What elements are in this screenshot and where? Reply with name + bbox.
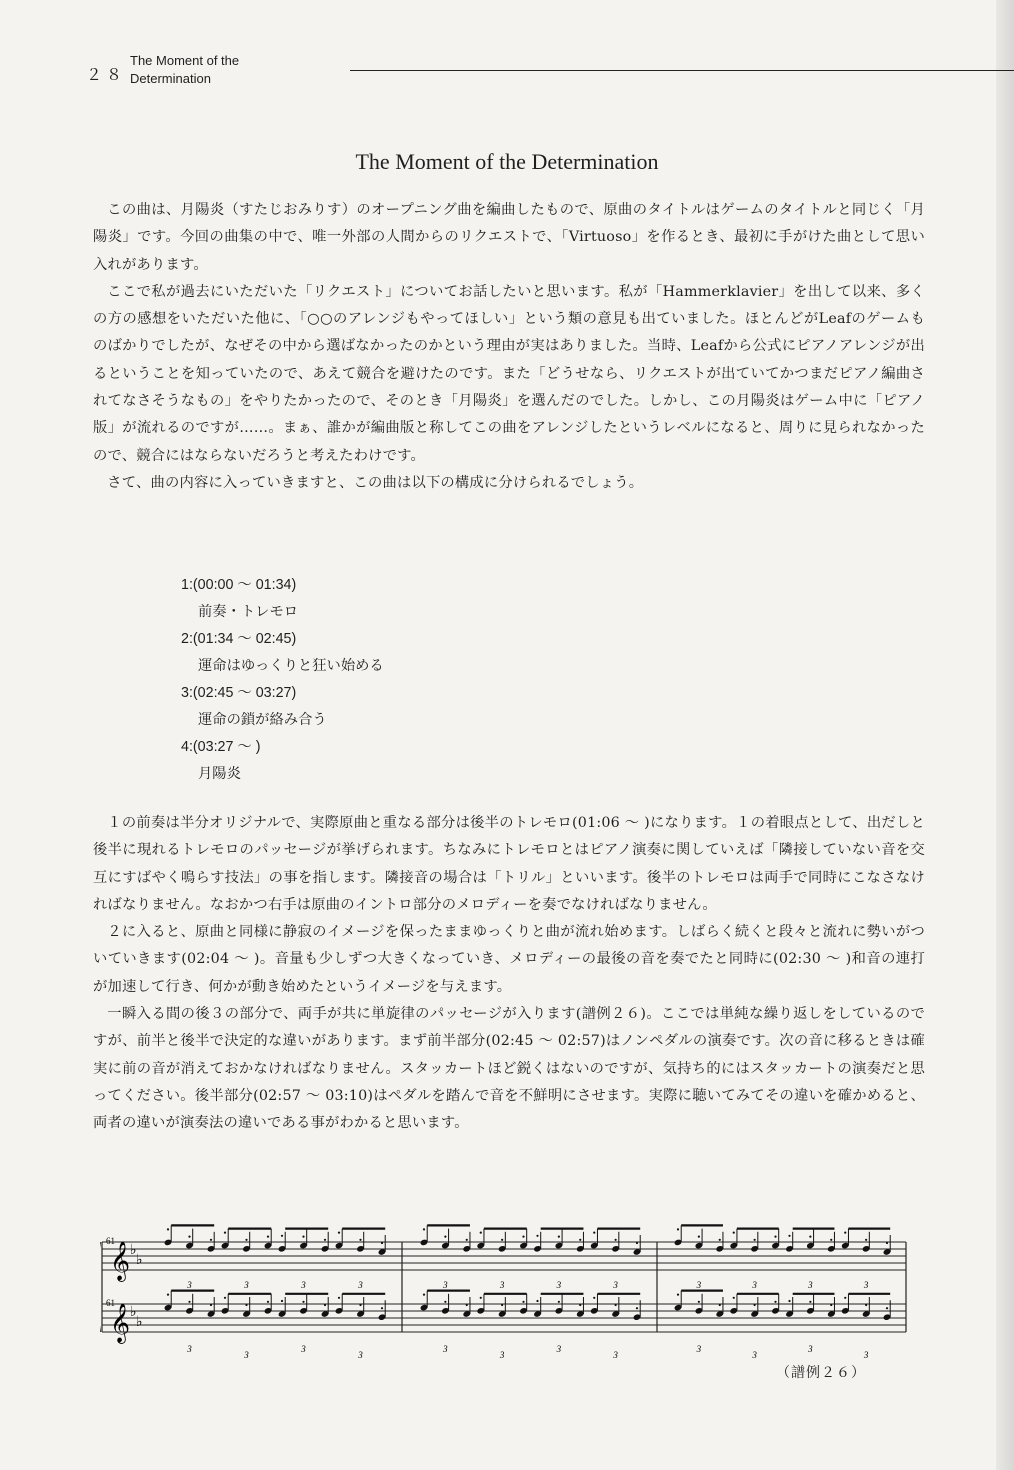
staccato-dot [809,1301,811,1303]
section-desc: 月陽炎 [198,766,241,782]
staccato-dot [188,1236,190,1238]
staccato-dot [359,1304,361,1306]
staccato-dot [522,1301,524,1303]
staccato-dot [698,1236,700,1238]
staccato-dot [719,1239,721,1241]
staccato-dot [466,1239,468,1241]
clef: 𝄞 [110,1241,131,1281]
key-signature-flat: ♭ [130,1304,137,1320]
staccato-dot [324,1239,326,1241]
staccato-dot [302,1301,304,1303]
triplet-mark: 3 [244,1280,249,1290]
staccato-dot [615,1239,617,1241]
section-desc: 運命はゆっくりと狂い始める [198,658,384,674]
staccato-dot [536,1235,538,1237]
staccato-dot [593,1297,595,1299]
triplet-mark: 3 [301,1344,306,1354]
staccato-dot [844,1232,846,1234]
measure-number-treble: 61 [106,1236,115,1246]
staccato-dot [167,1228,169,1230]
staccato-dot [245,1239,247,1241]
measure-number-bass: 61 [106,1298,115,1308]
triplet-mark: 3 [613,1350,618,1358]
section-time: 3:(02:45 ～ 03:27) [181,685,297,701]
running-title [130,52,239,88]
score-example [100,1218,910,1358]
header-rule [350,70,1014,71]
staccato-dot [788,1235,790,1237]
section-time: 1:(00:00 ～ 01:34) [181,577,297,593]
triplet-mark: 3 [443,1280,448,1290]
staccato-dot [359,1239,361,1241]
staccato-dot [593,1232,595,1234]
staccato-dot [886,1242,888,1244]
staccato-dot [245,1304,247,1306]
section-item [181,734,481,788]
staccato-dot [774,1301,776,1303]
page-number: ２８ [86,67,127,84]
staccato-dot [754,1304,756,1306]
paragraph-part3: 一瞬入る間の後３の部分で、両手が共に単旋律のパッセージが入ります(譜例２６)。ここでは単純な繰り返しをしているのですが、前半と後半で決定的な違いがあります。まず前半部分(02:45 ～ 02:57)はノンペダルの演奏です。次の音に移るときは確実に前の音が消えておかなければなりません。スタッカートほど鋭くはないのですが、気持ち的にはスタッカートの演奏だと思ってください。後半部分(02:57 ～ 03:10)はペダルを踏んで音を不鮮明にさせます。実際に聴いてみてその違いを確かめると、両者の違いが演奏法の違いである事がわかると思います。 [93,1006,925,1132]
chapter-title: The Moment of the Determination [355,148,659,174]
key-signature-flat: ♭ [136,1314,143,1330]
staccato-dot [210,1239,212,1241]
section-time: 2:(01:34 ～ 02:45) [181,631,297,647]
staccato-dot [636,1242,638,1244]
staccato-dot [579,1304,581,1306]
staccato-dot [886,1307,888,1309]
paragraph-prelude: １の前奏は半分オリジナルで、実際原曲と重なる部分は後半のトレモロ(01:06 ～ )になります。１の着眼点として、出だしと後半に現れるトレモロのパッセージが挙げられます。ちなみにトレモロとはピアノ演奏に関していえば「隣接していない音を交互にすばやく鳴らす技法」の事を指します。隣接音の場合は「トリル」といいます。後半のトレモロは両手で同時にこなさなければなりません。なおかつ右手は原曲のイントロ部分のメロディーを奏でなければなりません。 [93,815,925,913]
staccato-dot [733,1297,735,1299]
staccato-dot [423,1228,425,1230]
staccato-dot [210,1304,212,1306]
triplet-mark: 3 [358,1280,363,1290]
key-signature-flat: ♭ [130,1242,137,1258]
staccato-dot [267,1236,269,1238]
running-title-line2: Determination [130,71,211,86]
key-signature-flat: ♭ [136,1252,143,1268]
triplet-mark: 3 [244,1350,249,1358]
paragraph-part2: ２に入ると、原曲と同様に静寂のイメージを保ったままゆっくりと曲が流れ始めます。しばらく続くと段々と流れに勢いがついていきます(02:04 ～ )。音量も少しずつ大きくなっていき、メロディーの最後の音を奏でたと同時に(02:30 ～ )和音の連打が加速して行き、何かが動き始めたというイメージを与えます。 [93,924,925,995]
staccato-dot [338,1297,340,1299]
staccato-dot [501,1239,503,1241]
triplet-mark: 3 [613,1280,618,1290]
staccato-dot [733,1232,735,1234]
staccato-dot [381,1307,383,1309]
staccato-dot [558,1236,560,1238]
staccato-dot [522,1236,524,1238]
body-text-bottom [93,810,925,1138]
triplet-mark: 3 [808,1280,813,1290]
staccato-dot [536,1300,538,1302]
staccato-dot [302,1236,304,1238]
staccato-dot [281,1300,283,1302]
paragraph-intro: この曲は、月陽炎（すたじおみりす）のオープニング曲を編曲したもので、原曲のタイトルはゲームのタイトルと同じく「月陽炎」です。今回の曲集の中で、唯一外部の人間からのリクエストで、「Virtuoso」を作るとき、最初に手がけた曲として思い入れがあります。 [93,202,925,273]
triplet-mark: 3 [556,1344,562,1354]
section-list [181,572,481,788]
staccato-dot [677,1294,679,1296]
section-item [181,572,481,626]
staccato-dot [324,1304,326,1306]
section-time: 4:(03:27 ～ ) [181,739,261,755]
triplet-mark: 3 [187,1344,192,1354]
staccato-dot [719,1304,721,1306]
staccato-dot [480,1297,482,1299]
section-item [181,680,481,734]
staccato-dot [381,1242,383,1244]
triplet-mark: 3 [752,1280,757,1290]
paragraph-structure-intro: さて、曲の内容に入っていきますと、この曲は以下の構成に分けられるでしょう。 [107,474,644,491]
score-caption: （譜例２６） [776,1365,866,1381]
page-edge-shadow [996,0,1014,1470]
triplet-mark: 3 [696,1344,702,1354]
staccato-dot [579,1239,581,1241]
clef: 𝄞 [110,1303,131,1343]
staccato-dot [865,1304,867,1306]
section-item [181,626,481,680]
running-title-line1: The Moment of the [130,53,240,68]
section-desc: 前奏・トレモロ [198,604,299,620]
staccato-dot [558,1301,560,1303]
triplet-mark: 3 [358,1350,363,1358]
staccato-dot [830,1239,832,1241]
staccato-dot [224,1297,226,1299]
triplet-mark: 3 [863,1280,869,1290]
triplet-mark: 3 [301,1280,306,1290]
triplet-mark: 3 [752,1350,757,1358]
paragraph-request: ここで私が過去にいただいた「リクエスト」についてお話したいと思います。私が「Hammerklavier」を出して以来、多くの方の感想をいただいた他に、「○○のアレンジもやってほしい」という類の意見も出ていました。ほとんどがLeafのゲームものばかりでしたが、なぜその中から選ばなかったのかという理由が実はありました。当時、Leafから公式にピアノアレンジが出るということを知っていたので、あえて競合を避けたのです。また「どうせなら、リクエストが出ていてかつまだピアノ編曲されてなさそうなもの」をやりたかったので、そのとき「月陽炎」を選んだのでした。しかし、この月陽炎はゲーム中に「ピアノ版」が流れるのですが……。まぁ、誰かが編曲版と称してこの曲をアレンジしたというレベルになると、周りに見られなかったので、競合にはならないだろうと考えたわけです。 [93,283,925,464]
staccato-dot [809,1236,811,1238]
staccato-dot [188,1301,190,1303]
staccato-dot [865,1239,867,1241]
staccato-dot [754,1239,756,1241]
staccato-dot [677,1228,679,1230]
triplet-mark: 3 [499,1350,505,1358]
staccato-dot [698,1301,700,1303]
staccato-dot [281,1235,283,1237]
staccato-dot [466,1304,468,1306]
body-text-top [93,197,925,497]
staccato-dot [830,1304,832,1306]
staccato-dot [636,1307,638,1309]
staccato-dot [501,1304,503,1306]
staccato-dot [423,1294,425,1296]
section-desc: 運命の鎖が絡み合う [198,712,327,728]
staccato-dot [167,1294,169,1296]
triplet-mark: 3 [187,1280,192,1290]
staccato-dot [844,1297,846,1299]
staccato-dot [444,1301,446,1303]
triplet-mark: 3 [556,1280,562,1290]
page-header [86,52,1014,92]
triplet-mark: 3 [696,1280,702,1290]
staccato-dot [224,1232,226,1234]
staccato-dot [480,1232,482,1234]
staccato-dot [774,1236,776,1238]
staccato-dot [338,1232,340,1234]
triplet-mark: 3 [499,1280,505,1290]
triplet-mark: 3 [808,1344,813,1354]
triplet-mark: 3 [443,1344,448,1354]
staccato-dot [788,1300,790,1302]
staccato-dot [444,1236,446,1238]
staccato-dot [615,1304,617,1306]
staccato-dot [267,1301,269,1303]
triplet-mark: 3 [863,1350,869,1358]
